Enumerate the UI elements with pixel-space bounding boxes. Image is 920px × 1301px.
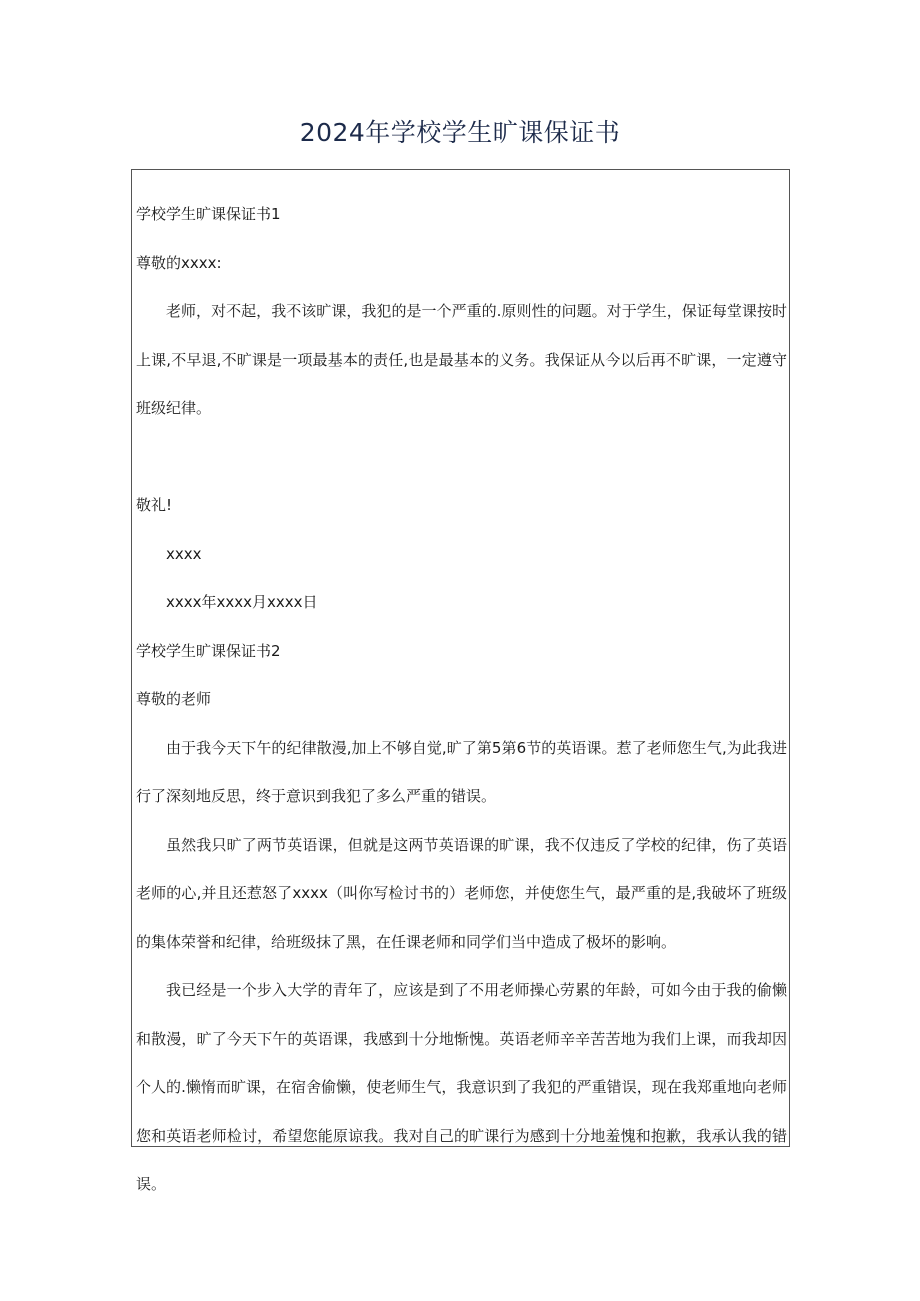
letter1-salutation: 尊敬的xxxx:	[136, 253, 222, 272]
document-body	[136, 190, 787, 1209]
blank-line	[136, 433, 787, 482]
document-content-box	[131, 169, 790, 1193]
letter2-paragraph: 由于我今天下午的纪律散漫,加上不够自觉,旷了第5第6节的英语课。惹了老师您生气,为此我进行了深刻地反思，终于意识到我犯了多么严重的错误。	[136, 738, 787, 805]
letter1-signature: xxxx	[166, 544, 202, 563]
document-title: 2024年学校学生旷课保证书	[299, 118, 621, 147]
letter1-date: xxxx年xxxx月xxxx日	[166, 593, 318, 611]
letter1-heading: 学校学生旷课保证书1	[136, 205, 281, 223]
letter2-heading: 学校学生旷课保证书2	[136, 641, 281, 660]
letter1-body: 老师，对不起，我不该旷课，我犯的是一个严重的.原则性的问题。对于学生，保证每堂课按时上课,不早退,不旷课是一项最基本的责任,也是最基本的义务。我保证从今以后再不旷课，一定遵守班级纪律。	[136, 302, 787, 417]
letter2-paragraph: 我已经是一个步入大学的青年了，应该是到了不用老师操心劳累的年龄，可如今由于我的偷懒和散漫，旷了今天下午的英语课，我感到十分地惭愧。英语老师辛辛苦苦地为我们上课，而我却因个人的.懒惰而旷课，在宿舍偷懒，使老师生气，我意识到了我犯的严重错误，现在我郑重地向老师您和英语老师检讨，希望您能原谅我。我对自己的旷课行为感到十分地羞愧和抱歉，我承认我的错误。	[136, 981, 787, 1193]
letter2-salutation: 尊敬的老师	[136, 690, 212, 708]
letter1-closing: 敬礼!	[136, 496, 173, 514]
letter2-paragraph: 虽然我只旷了两节英语课，但就是这两节英语课的旷课，我不仅违反了学校的纪律，伤了英语老师的心,并且还惹怒了xxxx（叫你写检讨书的）老师您，并使您生气，最严重的是,我破坏了班级的集体荣誉和纪律，给班级抹了黑，在任课老师和同学们当中造成了极坏的影响。	[136, 835, 787, 951]
